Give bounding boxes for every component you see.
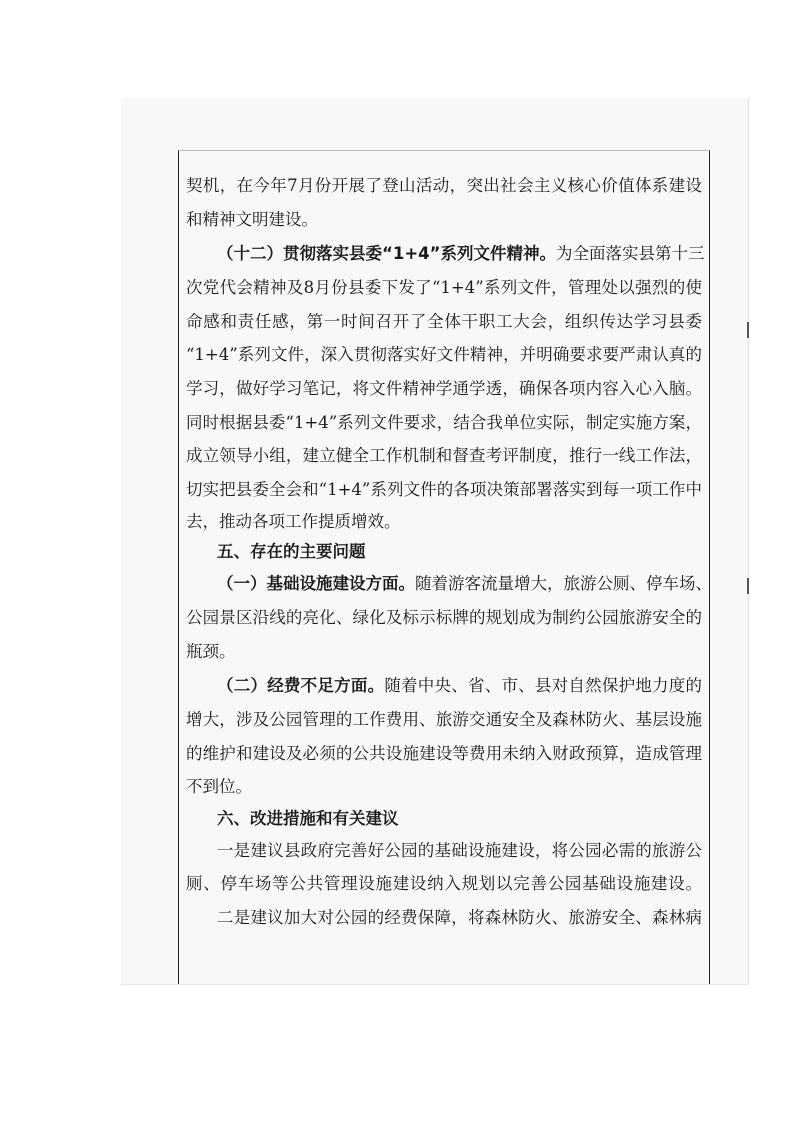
text-line-1: 契机，在今年7月份开展了登山活动，突出社会主义核心价值体系建设 (186, 176, 702, 195)
text-line-4: 次党代会精神及8月份县委下发了“1+4”系列文件，管理处以强烈的使 (186, 278, 702, 297)
heading-five: 五、存在的主要问题 (217, 542, 366, 561)
text-line-14: 增大，涉及公园管理的工作费用、旅游交通安全及森林防火、基层设施 (186, 710, 702, 729)
text-line-19: 二是建议加大对公园的经费保障，将森林防火、旅游安全、森林病 (217, 908, 702, 927)
section-12-title: （十二）贯彻落实县委“1+4”系列文件精神。 (217, 244, 556, 263)
text-line-11: 去，推动各项工作提质增效。 (186, 512, 401, 531)
text-line-2: 和精神文明建设。 (186, 210, 318, 229)
problem-1-text: 随着游客流量增大，旅游公厕、停车场、 (415, 574, 712, 593)
problem-1-line (217, 569, 712, 599)
text-line-17: 一是建议县政府完善好公园的基础设施建设，将公园必需的旅游公 (217, 841, 702, 860)
text-line-10: 切实把县委全会和“1+4”系列文件的各项决策部署落实到每一项工作中 (186, 480, 702, 499)
text-line-7: 学习，做好学习笔记，将文件精神学通学透，确保各项内容入心入脑。 (186, 379, 702, 398)
scan-mark (747, 578, 749, 594)
text-line-12: 公园景区沿线的亮化、绿化及标示标牌的规划成为制约公园旅游安全的 (186, 608, 702, 627)
problem-2-title: （二）经费不足方面。 (217, 676, 385, 695)
text-line-8: 同时根据县委“1+4”系列文件要求，结合我单位实际，制定实施方案， (186, 413, 702, 432)
text-line-15: 的维护和建设及必须的公共设施建设等费用未纳入财政预算，造成管理 (186, 744, 702, 763)
text-line-18: 厕、停车场等公共管理设施建设纳入规划以完善公园基础设施建设。 (186, 874, 702, 893)
scan-mark (747, 322, 749, 338)
section-12-line (217, 239, 705, 269)
problem-1-title: （一）基础设施建设方面。 (217, 574, 415, 593)
section-12-text: 为全面落实县第十三 (555, 244, 705, 263)
text-line-5: 命感和责任感，第一时间召开了全体干职工大会，组织传达学习县委 (186, 312, 702, 331)
text-line-9: 成立领导小组，建立健全工作机制和督查考评制度，推行一线工作法， (186, 446, 702, 465)
heading-six: 六、改进措施和有关建议 (217, 809, 399, 828)
text-line-16: 不到位。 (186, 777, 252, 796)
text-line-6: “1+4”系列文件，深入贯彻落实好文件精神，并明确要求要严肃认真的 (186, 345, 702, 364)
text-line-13: 瓶颈。 (186, 642, 236, 661)
problem-2-line (217, 671, 702, 701)
problem-2-text: 随着中央、省、市、县对自然保护地力度的 (384, 676, 703, 695)
